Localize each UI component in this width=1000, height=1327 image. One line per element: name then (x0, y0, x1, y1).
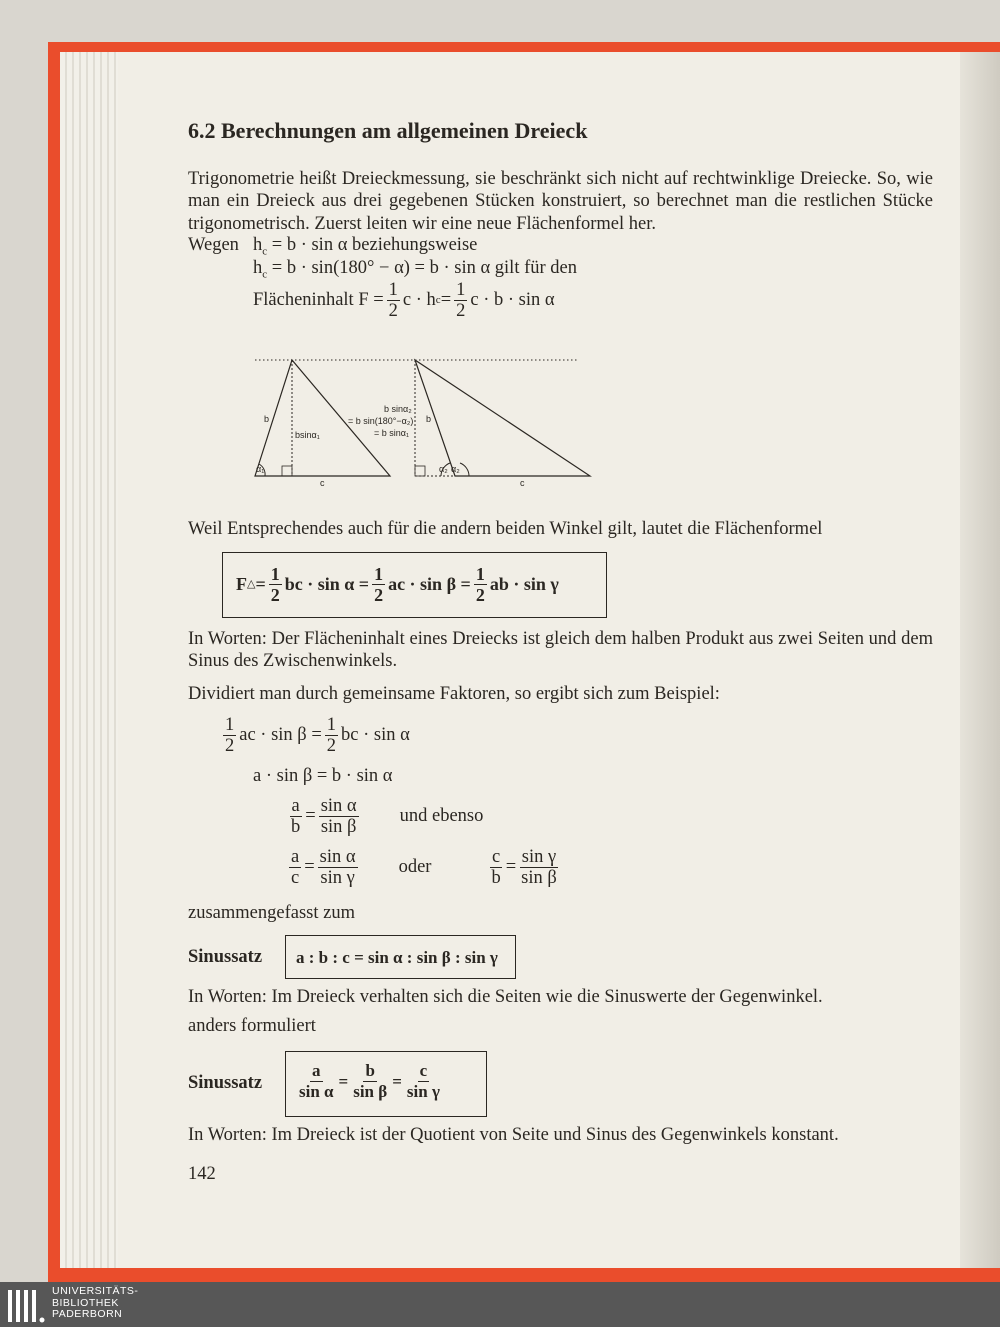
area-prefix: Flächeninhalt F = (253, 290, 384, 310)
frac-num: a (312, 1061, 321, 1080)
fraction-sin (519, 847, 559, 888)
frac-den: sin β (320, 817, 357, 837)
right-angle-left (282, 466, 292, 476)
frac-num: a (291, 796, 300, 816)
section-title: 6.2 Berechnungen am allgemeinen Dreieck (188, 118, 588, 143)
frac-num: sin α (320, 796, 357, 816)
derivation-wegen: Wegen (188, 235, 239, 255)
library-name-line-1: UNIVERSITÄTS- (52, 1285, 139, 1297)
library-name-line-2: BIBLIOTHEK (52, 1296, 119, 1309)
frac-den: 2 (326, 736, 337, 756)
footer-bar (0, 1282, 1000, 1327)
label-alpha2-a: α₂ (439, 464, 448, 474)
label-alpha2-b: α₂ (451, 464, 460, 474)
equals: = (392, 1072, 402, 1091)
equals: = (505, 857, 517, 877)
frac-num: b (365, 1061, 375, 1080)
frac-den: 2 (388, 301, 398, 321)
h-symbol: h (253, 235, 263, 255)
frac-den: sin γ (406, 1082, 440, 1101)
label-c-left: c (320, 478, 325, 488)
h-subscript: c (262, 245, 268, 258)
page-number: 142 (188, 1164, 216, 1184)
frac-den: 2 (270, 585, 280, 605)
label-bsin-right-c: = b sinα₁ (374, 428, 410, 438)
triangle-subscript: △ (247, 578, 256, 590)
angle-arc-right (460, 463, 469, 476)
label-alpha1: α₁ (256, 464, 265, 474)
h-subscript: c (262, 268, 268, 281)
fraction-half (474, 564, 487, 605)
frac-num: sin γ (521, 847, 557, 867)
equals: = (305, 806, 316, 826)
sinussatz-label-2: Sinussatz (188, 1073, 263, 1093)
frac-den: c (291, 868, 300, 888)
area-end: c · b · sin α (470, 290, 555, 310)
eq1-left: ac · sin β = (239, 725, 322, 745)
F-symbol: F (236, 574, 247, 594)
label-bsin-right-a: b sinα₂ (384, 404, 412, 414)
in-worten-1: In Worten: Der Flächeninhalt eines Dreiecks ist gleich dem halben Produkt aus zwei Seiten und dem Sinus des Zwischenwinkels. (188, 629, 933, 672)
fraction-half (454, 280, 467, 321)
fraction-half (387, 280, 400, 321)
triangle-right (415, 360, 590, 476)
oder: oder (398, 857, 432, 877)
frac-num: a (291, 847, 300, 867)
sinussatz-formula-2 (294, 1061, 445, 1102)
frac-num: 1 (374, 564, 384, 584)
right-angle-right (415, 466, 425, 476)
frac-num: c (419, 1061, 428, 1080)
fraction-sin (319, 796, 359, 837)
anders-formuliert: anders formuliert (188, 1016, 316, 1036)
frac-num: 1 (456, 280, 466, 300)
eq1-right: bc · sin α (341, 725, 410, 745)
frac-den: 2 (225, 736, 235, 756)
equals: = (304, 857, 315, 877)
fraction-half (269, 564, 282, 605)
label-b-right: b (426, 414, 432, 424)
fraction-c-sing (405, 1061, 442, 1102)
frac-num: c (491, 847, 501, 867)
frac-den: 2 (475, 585, 485, 605)
label-bsin-right-b: = b sin(180°−α₂) (348, 416, 414, 426)
equals: = (338, 1072, 349, 1091)
sinussatz-formula-1: a : b : c = sin α : sin β : sin γ (296, 948, 498, 967)
frac-num: 1 (388, 280, 398, 300)
area-mid: c · h (402, 290, 436, 310)
term-2: ac · sin β = (388, 574, 471, 594)
frac-den: 2 (456, 301, 466, 321)
library-name-line-3: PADERBORN (52, 1308, 123, 1320)
term-1: bc · sin α = (284, 574, 370, 594)
in-worten-2: In Worten: Im Dreieck verhalten sich die Seiten wie die Sinuswerte der Gegenwinkel. (188, 987, 823, 1007)
und-ebenso: und ebenso (399, 806, 484, 826)
h-symbol: h (253, 258, 263, 278)
term-3: ab · sin γ (489, 574, 559, 594)
fraction-b-sinb (351, 1061, 389, 1102)
in-worten-3: In Worten: Im Dreieck ist der Quotient von Seite und Sinus des Gegenwinkels konstant. (188, 1125, 839, 1145)
label-b-left: b (264, 414, 270, 424)
frac-den: sin α (299, 1082, 334, 1101)
frac-num: sin α (319, 847, 356, 867)
intro-paragraph: Trigonometrie heißt Dreieckmessung, sie beschränkt sich nicht auf rechtwinklige Dreiecke. So, wie man ein Dreieck aus drei gegebenen Stücken konstruiert, so berechnet man die restlichen Stücke trigonometrisch. Zuerst leiten wir eine neue Flächenformel her. (188, 169, 933, 234)
frac-num: 1 (270, 564, 280, 584)
derivation-line-1-rest: = b · sin α beziehungsweise (267, 235, 478, 255)
equation-4 (286, 847, 562, 888)
frac-den: 2 (374, 585, 384, 605)
frac-den: b (491, 868, 501, 888)
gutter-shadow (960, 52, 1000, 1268)
fraction-half (372, 564, 385, 605)
fraction-a-b (289, 796, 302, 837)
frac-den: sin γ (320, 868, 355, 888)
triangle-diagram (250, 352, 600, 492)
frac-num: 1 (326, 715, 337, 735)
equation-2: a · sin β = b · sin α (253, 766, 393, 786)
fraction-half (223, 715, 236, 756)
frac-den: sin β (353, 1082, 388, 1101)
library-name (52, 1286, 138, 1321)
library-logo-icon (8, 1286, 46, 1324)
frac-den: b (291, 817, 301, 837)
equation-1 (220, 715, 410, 756)
zusammengefasst: zusammengefasst zum (188, 903, 355, 923)
equals: = (255, 574, 266, 594)
fraction-a-c (289, 847, 301, 888)
frac-num: 1 (225, 715, 235, 735)
sinussatz-label-1: Sinussatz (188, 947, 263, 967)
label-c-right: c (520, 478, 525, 488)
label-bsin-left: bsinα₁ (295, 430, 320, 440)
fraction-sin (318, 847, 358, 888)
area-formula (236, 564, 559, 605)
frac-num: 1 (475, 564, 485, 584)
weil-sentence: Weil Entsprechendes auch für die andern beiden Winkel gilt, lautet die Flächenformel (188, 519, 823, 539)
frac-den: sin β (521, 868, 557, 888)
derivation-line-2-rest: = b · sin(180° − α) = b · sin α gilt für den (267, 258, 577, 278)
dividiert-sentence: Dividiert man durch gemeinsame Faktoren, so ergibt sich zum Beispiel: (188, 684, 720, 704)
equation-3 (286, 796, 483, 837)
derivation-line-3 (253, 280, 555, 321)
fraction-a-sina (297, 1061, 336, 1102)
fraction-half (325, 715, 338, 756)
equals: = (440, 290, 452, 310)
h-subscript: c (435, 294, 441, 306)
fraction-c-b (489, 847, 502, 888)
